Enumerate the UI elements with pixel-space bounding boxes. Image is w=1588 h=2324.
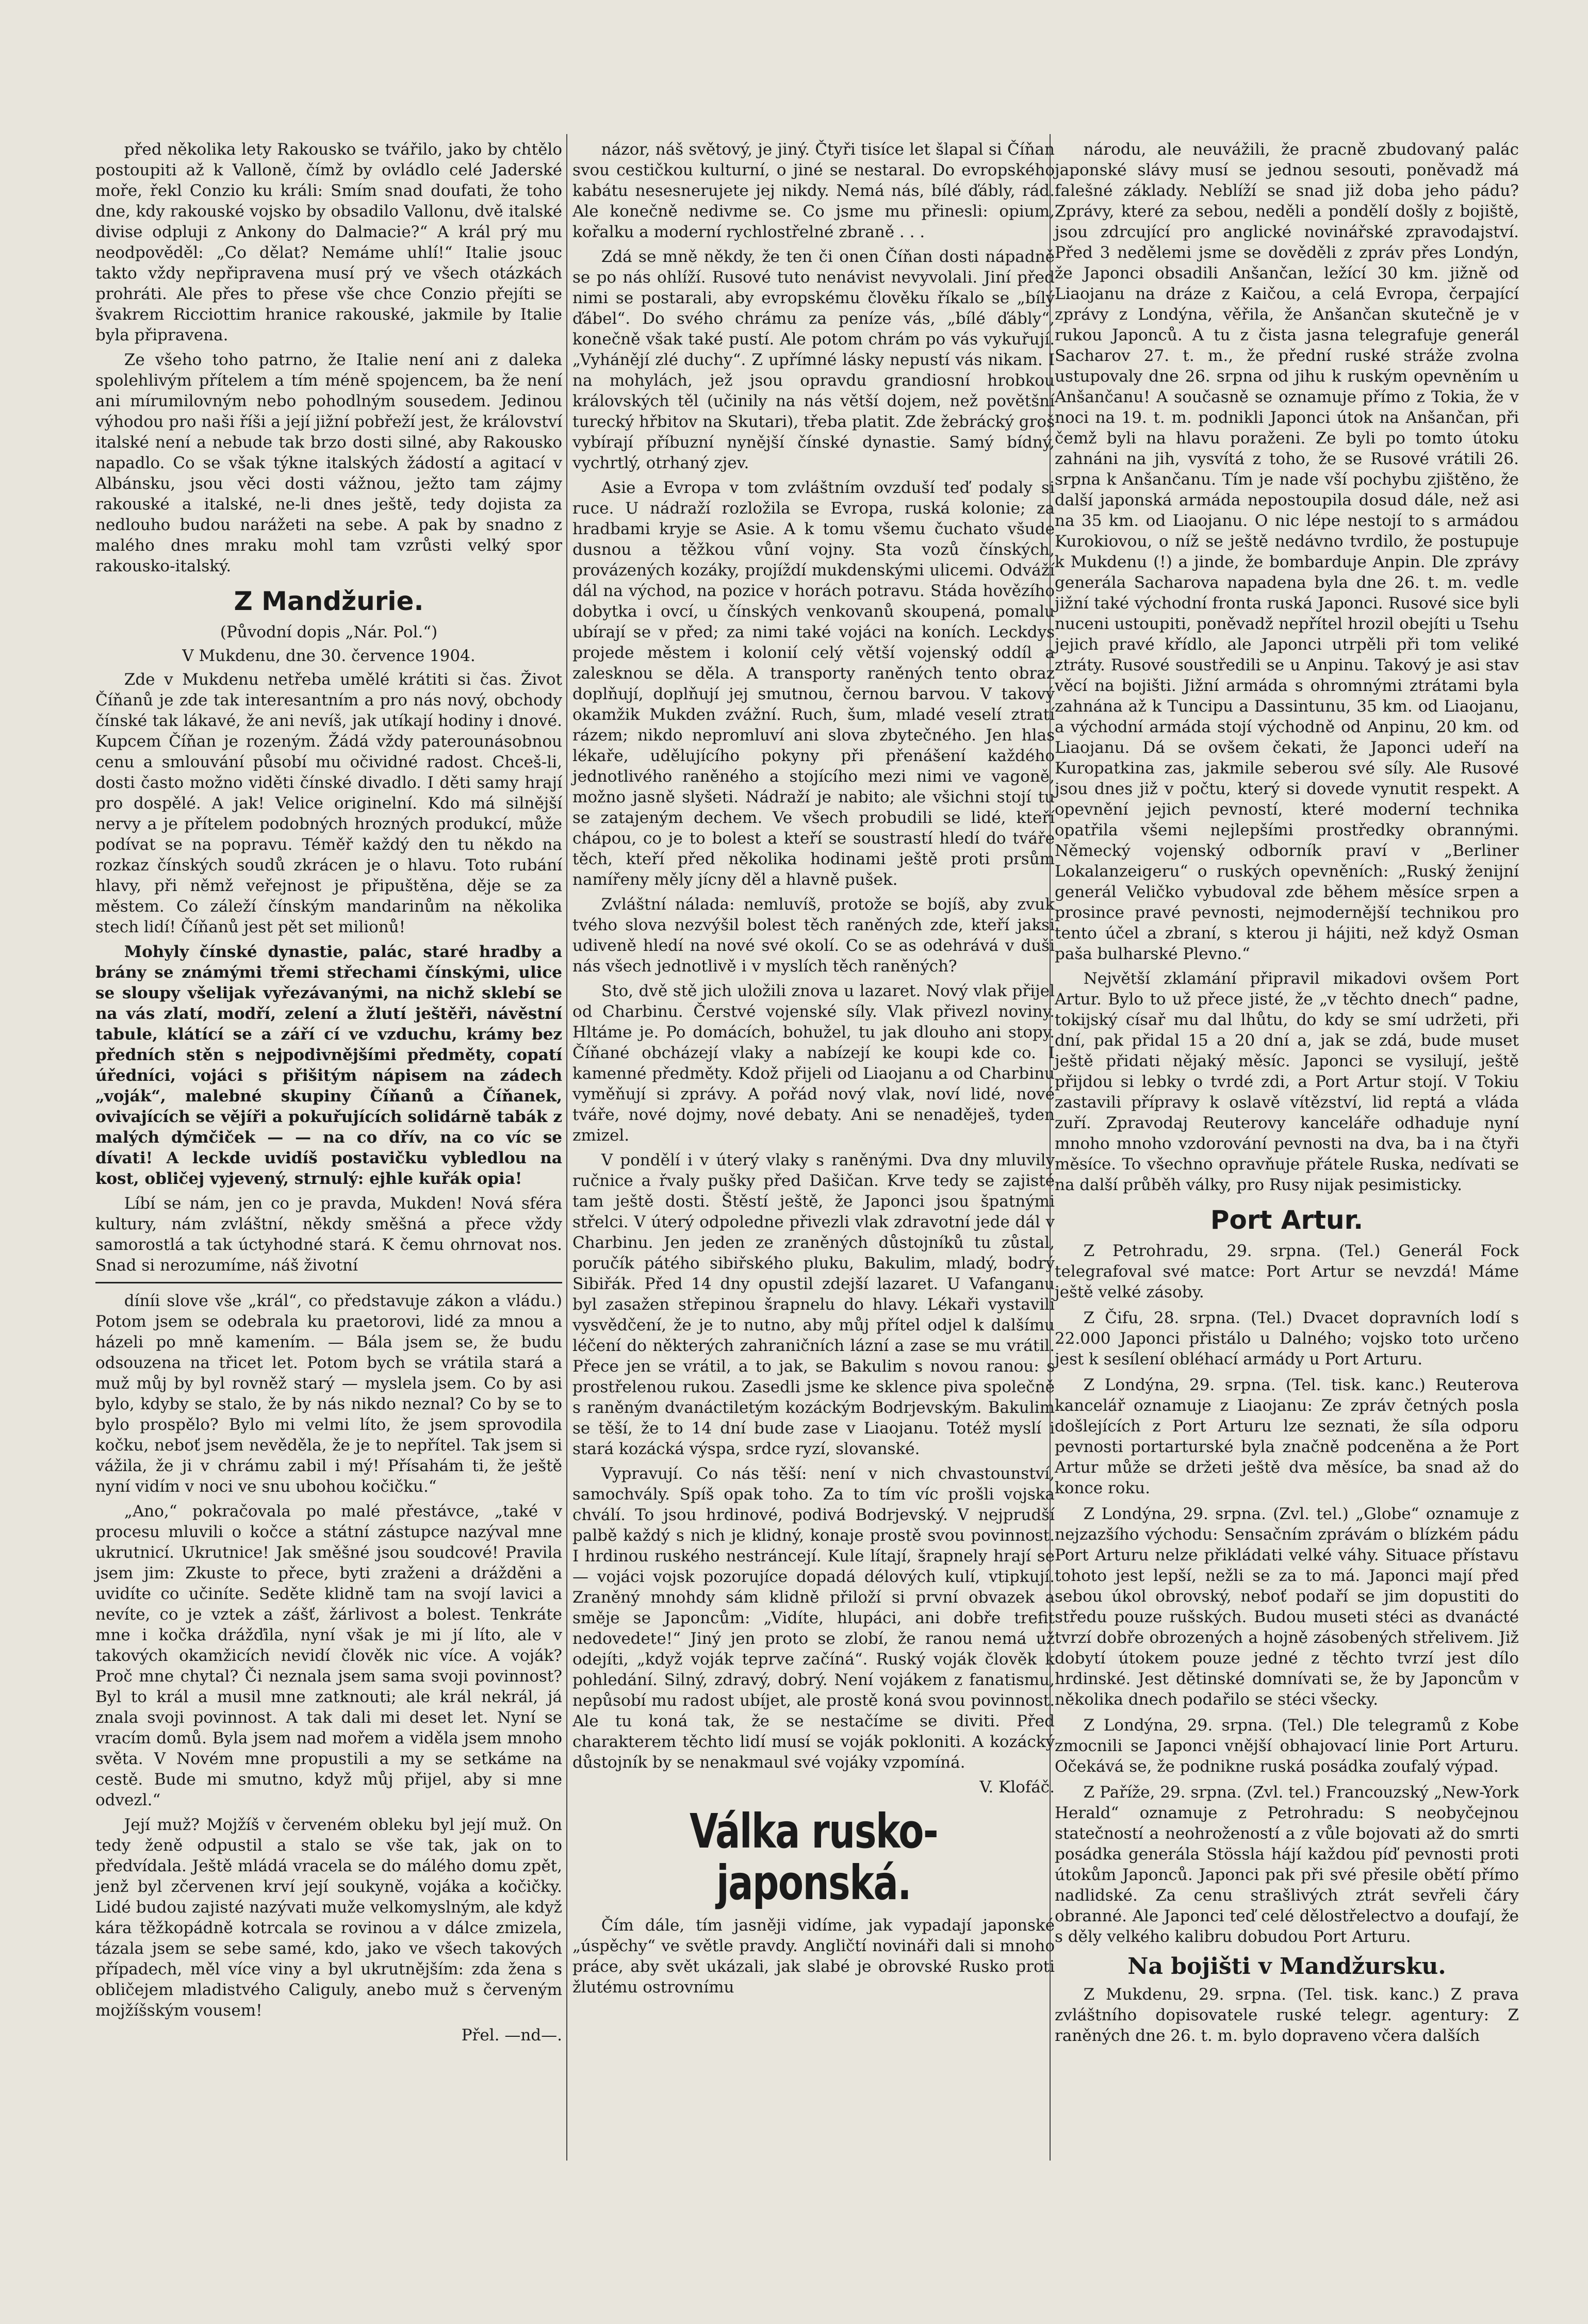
column-1: [95, 139, 562, 2049]
main-heading: Válka rusko-japonská.: [689, 1804, 938, 1910]
paragraph: Vypravují. Co nás těší: není v nich chvastounství, samochvály. Spíš opak toho. Za to tím víc prošli vojska chválí. To jsou hrdinové, podivá Bodrjevský. V nejprudší palbě každý s nich je klidný, konaje prostě svou povinnost. I hrdinou ruského nestráncejí. Kule lítají, šrapnely hrají se — vojáci vojsk pozorujíce dopadá délových kulí, vtipkují. Zraněný mnohdy sám klidně přiloží si první obvazek a směje se Japoncům: „Vidíte, hlupáci, ani dobře trefit nedovedete!“ Jiný jen proto se zlobí, že ranou nemá už odejíti, „když voják teprve začíná“. Ruský voják člověk k pohledání. Silný, zdravý, dobrý. Není vojákem z fanatismu, nepůsobí mu radost ubíjet, ale prostě koná svou povinnost. Ale tu koná tak, že se nestačíme se diviti. Před charakterem těchto lidí musí se voják pokloniti. A kozácký důstojník by se nenakmaul své vojáky vzpomíná.: [572, 1464, 1055, 1772]
dateline-source: (Původní dopis „Nár. Pol.“): [220, 623, 438, 641]
news-item: Z Čifu, 28. srpna. (Tel.) Dvacet dopravních lodí s 22.000 Japonci přistálo u Dalného; vojsko toto určeno jest k sesílení obléhací armády u Port Arturu.: [1055, 1309, 1519, 1369]
paragraph: Zdá se mně někdy, že ten či onen Číňan dosti nápadně se po nás ohlíží. Rusové tuto nenávist nevyvolali. Jiní před nimi se postarali, aby evropskému člověku říkalo se „bílý ďábel“. Do svého chrámu za peníze vás, „bílé ďábly“, konečně však také pustí. Ale potom chrám po vás vykuřují. „Vyhánějí zlé duchy“. Z upřímné lásky nepustí vás nikam. I na mohylách, jež jsou opravdu grandiosní hrobkou královských těl (učinily na nás větší dojem, než povětšní turecký hřbitov na Skutari), třeba platit. Zde žebrácký groš vybírají příbuzní nynější čínské dynastie. Samý bídný, vychrtlý, otrhaný zjev.: [572, 248, 1055, 472]
divider: [95, 1282, 562, 1283]
section-heading: Z Mandžurie.: [234, 586, 424, 616]
news-item: Z Londýna, 29. srpna. (Zvl. tel.) „Globe“ oznamuje z nejzazšího východu: Sensačním zprávám o blízkém pádu Port Arturu nelze přikládati velké váhy. Situace přístavu tohoto jest lepší, nežli se za to má. Japonci mají před sebou úkol obrovský, neboť podaří se jim dopustiti do středu pouze rušských. Budou museti stéci as dvanácté tvrzí dobře obrozených a hojně zásobených střelivem. Již dobytí útokem pouze jedné z těchto tvrzí jest dílo hrdinské. Jest dětinské domnívati se, že by Japoncům v několika dnech podařilo se stéci všecky.: [1055, 1505, 1519, 1709]
paragraph: Její muž? Mojžíš v červeném obleku byl její muž. On tedy ženě odpustil a stalo se vše tak, jak on to předvídala. Ještě mládá vracela se do málého domu zpět, jenž byl zčervenen krví její soukyně, vojáka a kočičky. Lidé budou zajisté nazývati muže velkomyslným, ale když kára těžkopádně kotrcala se rovinou a v dálce zmizela, tázala jsem se sebe samé, kdo, jako ve všech takových případech, měl více viny a byl ukrutnějším: zda žena s obličejem mladistvého Caliguly, anebo muž s červeným mojžíšským vousem!: [95, 1816, 562, 2020]
paragraph: Čím dále, tím jasněji vidíme, jak vypadají japonské „úspěchy“ ve světle pravdy. Angličtí novináři dali si mnoho práce, aby svět ukázali, jak slabé je obrovské Rusko proti žlutému ostrovnímu: [572, 1916, 1055, 1997]
paragraph: Největší zklamání připravil mikadovi ovšem Port Artur. Bylo to už přece jisté, že „v těchto dnech“ padne, tokijský císař mu dal lhůtu, do kdy se smí udržeti, při dní, pak přidal 15 a 20 dní a, jak se zdá, bude muset ještě přidati nějaký měsíc. Japonci se vysilují, ještě přijdou si lebky o tvrdé zdi, a Port Artur stojí. V Tokiu zastavili přípravy k oslavě vítězství, lid reptá a vláda zuří. Zpravodaj Reuterovy kanceláře odhaduje nyní mnoho mnoho vzdorování pevnosti na dva, ba i na čtyři měsíce. To všechno opravňuje přátele Ruska, nedívati se na další průběh války, pro Rusy nijak pesimisticky.: [1055, 969, 1519, 1194]
paragraph: národu, ale neuvážili, že pracně zbudovaný palác japonské slávy musí se jednou sesouti, poněvadž má falešné základy. Neblíží se snad již doba jeho pádu? Zprávy, které za sebou, neděli a pondělí došly z bojiště, jsou zdrcující pro anglické novinářské zpravodajství. Před 3 nedělemi jsme se dověděli z zpráv přes Londýn, že Japonci obsadili Anšančan, ležící 30 km. jižně od Liaojanu na dráze z Kaičou, a celá Evropa, čerpající zprávy z Londýna, věřila, že Anšančan skutečně je v rukou Japonců. A tu z čista jasna telegrafuje generál Sacharov 27. t. m., že přední ruské stráže zvolna ustupovaly dne 26. srpna od jihu k ruským opevněním u Anšančanu! A současně se oznamuje přímo z Tokia, že v noci na 19. t. m. podnikli Japonci útok na Anšančan, při čemž byli na hlavu poraženi. Ze byli po tomto útoku zahnáni na jih, vysvítá z toho, že se Rusové vrátili 26. srpna k Anšančanu. Tím je nade vší pochybu zjištěno, že další japonská armáda nepostoupila dosud dále, než asi na 35 km. od Liaojanu. O nic lépe nestojí to s armádou Kurokiovou, o níž se ještě nedávno tvrdilo, že postupuje k Mukdenu (!) a jinde, že bombarduje Anpin. Dle zprávy generála Sacharova napadena byla dne 26. t. m. vedle jižní také východní fronta ruská Japonci. Rusové sice byli nuceni ustoupiti, poněvadž nepřítel hrozil obejíti u Tsehu jejich pravé křídlo, ale Japonci utrpěli při tom veliké ztráty. Rusové soustředili se u Anpinu. Takový je asi stav věcí na bojišti. Jižní armáda s ohromnými ztrátami byla zahnána až k Tuncipu a Dassintunu, 35 km. od Liaojanu, a východní armáda stojí východně od Anpinu, 20 km. od Liaojanu. Dá se ovšem čekati, že Japonci udeří na Kuropatkina zas, jakmile seberou své síly. Ale Rusové jsou dnes již v počtu, který si dovede vynutit respekt. A opevnění jejich pevností, které moderní technika opatřila všemi nejlepšími prostředky obrannými. Německý vojenský odborník praví v „Berliner Lokalanzeigeru“ o ruských opevněních: „Ruský ženijní generál Veličko vybudoval zde během měsíce srpen a prosince pravé pevnosti, nejmodernější technikou pro tento účel a zbraní, s kterou ji hájiti, než když Osman paša bulharské Plevno.“: [1055, 140, 1519, 963]
news-item: Z Mukdenu, 29. srpna. (Tel. tisk. kanc.) Z prava zvláštního dopisovatele ruské telegr. agentury: Z raněných dne 26. t. m. bylo dopraveno včera dalších: [1055, 1985, 1519, 2045]
news-item: Z Londýna, 29. srpna. (Tel. tisk. kanc.) Reuterova kancelář oznamuje z Liaojanu: Ze zpráv četných posla došlejících z Port Arturu lze seznati, že síla odporu pevnosti portarturské byla značně podceněna a že Port Artur může se držeti ještě dva měsíce, ba snad až do konce roku.: [1055, 1376, 1519, 1497]
paragraph: Sto, dvě stě jich uložili znova u lazaret. Nový vlak přijel od Charbinu. Čerstvé vojenské síly. Vlak přivezl noviny. Hltáme je. Po domácích, bohužel, tu jak dlouho ani stopy. Číňané obcházejí vlaky a nabízejí ke koupi kde co. I kamenné předměty. Kdož přijeli od Liaojanu a od Charbinu vyměňují si zprávy. A pořád nový vlak, noví lidé, nové tváře, nové dojmy, nové debaty. Ani se nenaděješ, tyden zmizel.: [572, 982, 1055, 1145]
paragraph: díníi slove vše „král“, co představuje zákon a vládu.) Potom jsem se odebrala ku praetorovi, lidé za mnou a házeli po mně kamením. — Bála jsem se, že budu odsouzena na třicet let. Potom bych se vrátila stará a muž můj by byl rovněž starý — myslela jsem. Co by asi bylo, kdyby se stalo, že by nás nikdo neznal? Co by se to bylo prospělo? Bylo mi velmi líto, že jsem sprovodila kočku, neboť jsem nevěděla, že je to nepřítel. Tak jsem si vážila, že ji v chrámu zabil i mý! Přísahám ti, že ještě nyní vidím v noci ve snu ubohou kočičku.“: [95, 1292, 562, 1496]
section-heading: Port Artur.: [1210, 1205, 1364, 1235]
column-2: [572, 139, 1055, 2002]
paragraph: „Ano,“ pokračovala po malé přestávce, „také v procesu mluvili o kočce a státní zástupce nazýval mne ukrutnicí. Ukrutnice! Jak směšné jsou soudcové! Pravila jsem jim: Zkuste to přece, byti zraženi a drážděni a uvidíte co učiníte. Seděte klidně tam na svojí lavici a nevíte, co je vztek a zášť, žárlivost a bolest. Tenkráte mne i kočka drážďila, nyní však je mi jí líto, ale v takových okamžicích nevidí člověk nic více. A voják? Proč mne chytal? Či neznala jsem sama svoji povinnost? Byl to král a musil mne zatknouti; ale král nekrál, já znala svoji povinnost. A tak dali mi deset let. Nyní se vracím domů. Byla jsem nad mořem a viděla jsem mnoho světa. V Novém mne propustili a my se setkáme na cestě. Bude mi smutno, když můj přijel, aby si mne odvezl.“: [95, 1502, 562, 1809]
column-separator: [566, 134, 567, 2161]
dateline: V Mukdenu, dne 30. července 1904.: [182, 647, 476, 665]
paragraph: Mohyly čínské dynastie, palác, staré hradby a brány se známými třemi střechami čínskými, ulice se sloupy všelijak vyřezávanými, na nichž sklebí se na vás zlatí, modří, zelení a žlutí ještěři, návěstní tabule, klátící se a září cí ve vzduchu, krámy bez předních stěn s nejpodivnějšími předměty, copatí úředníci, vojáci s přišitým nápisem na zádech „voják“, malebné skupiny Číňanů a Číňanek, ovivajících se vějíři a pokuřujících solidárně tabák z malých dýmčiček — — na co dřív, na co víc se dívati! A leckde uvidíš postavičku vybledlou na kost, obličej vyjevený, strnulý: ejhle kuřák opia!: [95, 943, 562, 1188]
news-item: Z Londýna, 29. srpna. (Tel.) Dle telegramů z Kobe zmocnili se Japonci vnější obhajovací linie Port Arturu. Očekává se, že podnikne ruská posádka zoufalý výpad.: [1055, 1716, 1519, 1776]
subsection-heading: Na bojišti v Mandžursku.: [1127, 1953, 1446, 1980]
news-item: Z Petrohradu, 29. srpna. (Tel.) Generál Fock telegrafoval své matce: Port Artur se nevzdá! Máme ještě velké zásoby.: [1055, 1242, 1519, 1301]
paragraph: Líbí se nám, jen co je pravda, Mukden! Nová sféra kultury, nám zvláštní, někdy směšná a přece vždy samorostlá a tak úctyhodné stará. K čemu ohrnovat nos. Snad si nerozumíme, náš životní: [95, 1194, 562, 1275]
paragraph: názor, náš světový, je jiný. Čtyři tisíce let šlapal si Číňan svou cestičkou kulturní, o jiné se nestaral. Do evropského kabátu nesesnerujete jej nikdy. Nemá nás, bílé ďábly, rád. Ale konečně nedivme se. Co jsme mu přinesli: opium, kořalku a moderní rychlostřelné zbraně . . .: [572, 140, 1055, 241]
paragraph: V pondělí i v úterý vlaky s raněnými. Dva dny mluvily ručnice a řvaly pušky před Dašičan. Krve tedy se zajisté tam ještě dosti. Štěstí ještě, že Japonci jsou špatnými střelci. V úterý odpoledne přivezli vlak zdravotní jede dál v Charbinu. Jen jeden ze zraněných důstojníků tu zůstal, poručík pátého sibiřského pluku, Bakulim, mladý, bodrý Sibiřák. Před 14 dny opustil zdejší lazaret. U Vafanganu byl zasažen střepinou šrapnelu do hlavy. Lékaři vystavili vysvědčení, že je to nutno, aby můj přítel odjel k dalšímu léčení do některých zahraničních lázní a zase se mu vrátil. Přece jen se vrátil, a to jak, se Bakulim s novou ranou: s prostřelenou rukou. Zasedli jsme ke sklence piva společně s raněným dvanáctiletým kozáckým Bodrjevským. Bakulim se těší, že to 14 dní bude zase v Liaojanu. Totéž myslí i stará kozácká výspa, srdce ryzí, slovanské.: [572, 1151, 1055, 1458]
column-3: [1055, 139, 1519, 2051]
paragraph: před několika lety Rakousko se tvářilo, jako by chtělo postoupiti až k Valloně, čímž by ovládlo celé Jaderské moře, řekl Conzio ku králi: Smím snad doufati, že toho dne, kdy rakouské vojsko by obsadilo Vallonu, dvě italské divise odpluji z Ankony do Dalmacie?“ A král prý mu neodpověděl: „Co dělat? Nemáme uhlí!“ Italie jsouc takto vždy nepřipravena musí prý ve všech otázkách prohráti. Ale přes to přese vše chce Conzio přejíti se švakrem Ricciottim hranice rakouské, jakmile by Italie byla připravena.: [95, 140, 562, 344]
paragraph: Ze všeho toho patrno, že Italie není ani z daleka spolehlivým přítelem a tím méně spojencem, ba že není ani mírumilovným nebo pohodlným sousedem. Jedinou výhodou pro naši říši a její jižní pobřeží jest, že království italské není a nebude tak brzo dosti silné, aby Rakousko napadlo. Co se však týkne italských žádostí a agitací v Albánsku, jsou věci dosti vážnou, ježto tam zájmy rakouské a italské, ne-li dnes ještě, tedy dojista za nedlouho budou narážeti na sebe. A pak by snadno z malého dnes mraku mohl tam vzrůsti velký spor rakousko-italský.: [95, 351, 562, 575]
signature: Přel. —nd—.: [461, 2026, 562, 2045]
paragraph: Zvláštní nálada: nemluvíš, protože se bojíš, aby zvuk tvého slova nezvýšil bolest těch raněných zde, kteří jaksi udiveně hledí na nové své okolí. Co se as odehrává v duši nás všech jednotlivě i v myslích těch raněných?: [572, 895, 1055, 976]
signature: V. Klofáč.: [979, 1778, 1055, 1796]
paragraph: Zde v Mukdenu netřeba umělé krátiti si čas. Život Číňanů je zde tak interesantním a pro nás nový, obchody čínské tak lákavé, že ani nevíš, jak utíkají hodiny i dnové. Kupcem Číňan je rozeným. Žádá vždy paterounásobnou cenu a smlouvání působí mu očividné radost. Chceš-li, dosti často možno viděti čínské divadlo. I děti samy hrají pro dospělé. A jak! Velice originelní. Kdo má silnější nervy a je přítelem podobných hrozných produkcí, může podívat se na popravu. Téměř každý den tu někdo na rozkaz čínských soudů zkrácen je o hlavu. Toto rubání hlavy, při němž veřejnost je připuštěna, děje se za městem. Co záleží čínským mandarinům na několika stech lidí! Číňanů jest pět set milionů!: [95, 670, 562, 936]
paragraph: Asie a Evropa v tom zvláštním ovzduší teď podaly si ruce. U nádraží rozložila se Evropa, ruská kolonie; za hradbami kryje se Asie. A k tomu všemu čuchato všude dusnou a těžkou vůní vojny. Sta vozů čínských, provázených kozáky, projíždí mukdenskými ulicemi. Odváží dál na východ, na pozice v horách potravu. Stáda hovězího dobytka i ovcí, u čínských venkovanů skoupená, pomalu ubírají se v před; za nimi také vojáci na koních. Leckdys projede městem i kolonií celý větší vojenský oddíl a zalesknou se děla. A transporty raněných tento obraz doplňují, doplňují jej smutnou, černou barvou. V takový okamžik Mukden zvážní. Ruch, šum, mladé veselí ztratí rázem; nikdo nepromluví ani slova zbytečného. Jen hlas lékaře, udělujícího pokyny při přenášení každého jednotlivého raněného a stojícího mezi nimi ve vagoně, možno jasně slyšeti. Nádraží je nabito; ale všichni stojí tu se zatajeným dechem. Ve všech probudili se lidé, kteří chápou, co je to bolest a kteří se soustrastí hledí do tváře těch, kteří před několika hodinami ještě proti prsům namířeny měly jícny děl a hlavně pušek.: [572, 479, 1055, 889]
news-item: Z Paříže, 29. srpna. (Zvl. tel.) Francouzský „New-York Herald“ oznamuje z Petrohradu: S neobyčejnou statečností a neohrožeností a z vůle bojovati až do smrti posádka generála Stössla hájí každou píď pevnosti proti útokům Japonců. Japonci pak při své přesile obětí přímo nadlidské. Za cenu strašlivých ztrát sevřeli čáry obranné. Ale Japonci teď celé dělostřelectvo a doufají, že s děly velkého kalibru dobudou Port Arturu.: [1055, 1783, 1519, 1946]
